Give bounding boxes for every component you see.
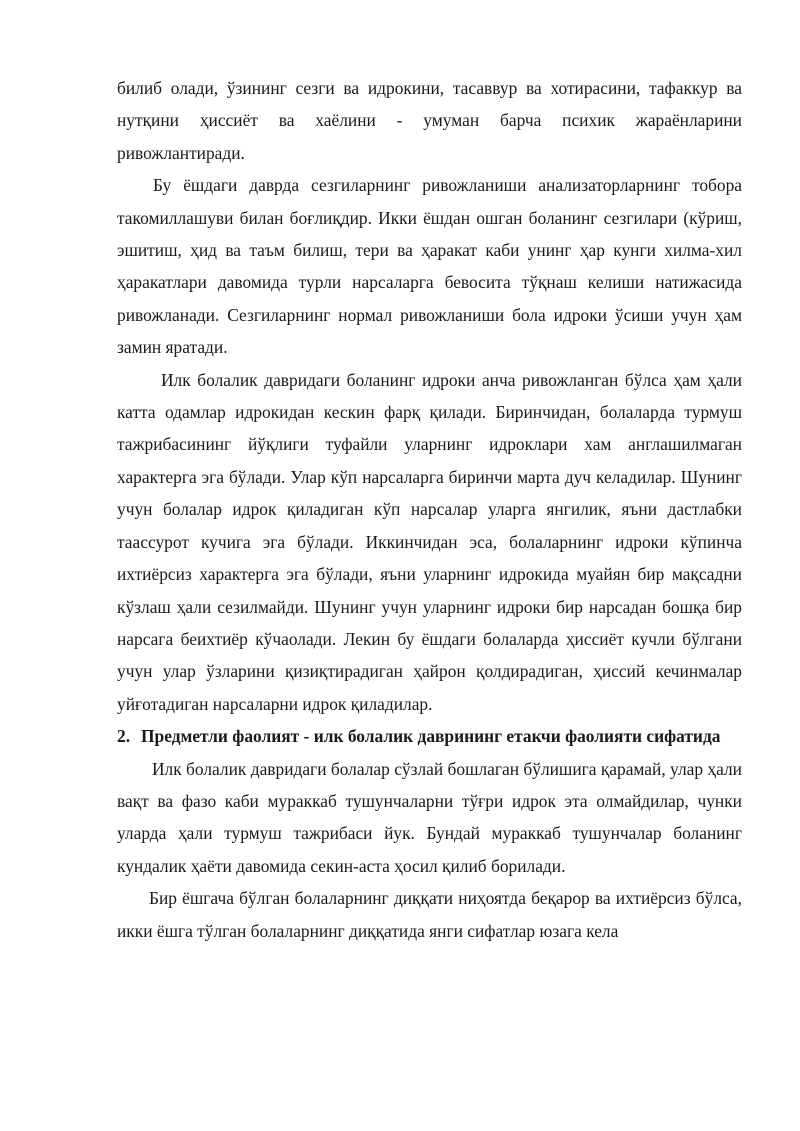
document-page: [117, 72, 742, 947]
section-heading: [117, 720, 742, 752]
paragraph-4: Илк болалик давридаги болалар сўзлай бошлаган бўлишига қарамай, улар ҳали вақт ва фазо каби мураккаб тушунчаларни тўғри идрок эта олмайдилар, чунки уларда ҳали турмуш тажрибаси йук. Бундай мураккаб тушунчалар боланинг кундалик ҳаёти давомида секин-аста ҳосил қилиб борилади.: [117, 758, 742, 876]
paragraph-5: Бир ёшгача бўлган болаларнинг диққати ниҳоятда беқарор ва ихтиёрсиз бўлса, икки ёшга тўлган болаларнинг диққатида янги сифатлар юзага кела: [117, 888, 742, 941]
section-number: 2.: [117, 726, 131, 747]
paragraph-1: билиб олади, ўзининг сезги ва идрокини, тасаввур ва хотирасини, тафаккур ва нутқини ҳиссиёт ва хаёлини - умуман барча психик жараёнларини ривожлантиради.: [117, 78, 742, 163]
paragraph-3: Илк болалик давридаги боланинг идроки анча ривожланган бўлса ҳам ҳали катта одамлар идрокидан кескин фарқ қилади. Биринчидан, болаларда турмуш тажрибасининг йўқлиги туфайли уларнинг идроклари хам англашилмаган характерга эга бўлади. Улар кўп нарсаларга биринчи марта дуч келадилар. Шунинг учун болалар идрок қиладиган кўп нарсалар уларга янгилик, яъни дастлабки таассурот кучига эга бўлади. Иккинчидан эса, болаларнинг идроки кўпинча ихтиёрсиз характерга эга бўлади, яъни уларнинг идрокида муайян бир мақсадни кўзлаш ҳали сезилмайди. Шунинг учун уларнинг идроки бир нарсадан бошқа бир нарсага беихтиёр кўчаолади. Лекин бу ёшдаги болаларда ҳиссиёт кучли бўлгани учун улар ўзларини қизиқтирадиган ҳайрон қолдирадиган, ҳиссий кечинмалар уйғотадиган нарсаларни идрок қиладилар.: [117, 369, 742, 714]
paragraph-2: Бу ёшдаги даврда сезгиларнинг ривожланиши анализаторларнинг тобора такомиллашуви билан боғлиқдир. Икки ёшдан ошган боланинг сезгилари (кўриш, эшитиш, ҳид ва таъм билиш, тери ва ҳаракат каби унинг ҳар кунги хилма-хил ҳаракатлари давомида турли нарсаларга бевосита тўқнаш келиши натижасида ривожланади. Сезгиларнинг нормал ривожланиши бола идроки ўсиши учун ҳам замин яратади.: [117, 175, 742, 358]
section-title: Предметли фаолият - илк болалик даврининг етакчи фаолияти сифатида: [141, 726, 721, 747]
